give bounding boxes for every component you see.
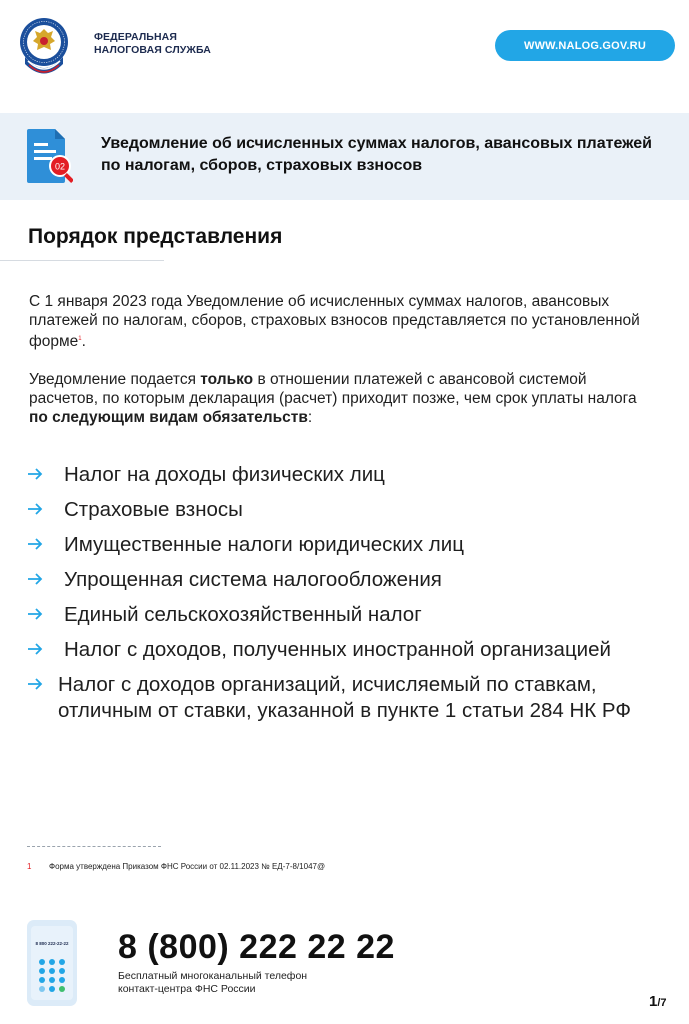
list-item xyxy=(27,462,677,488)
footnote-text: Форма утверждена Приказом ФНС России от 02.11.2023 № ЕД-7-8/1047@ xyxy=(49,862,326,871)
arrow-right-icon xyxy=(27,501,43,517)
page-total: /7 xyxy=(657,997,667,1009)
list-item-text: Упрощенная система налогообложения xyxy=(64,568,442,591)
arrow-right-icon xyxy=(27,676,43,692)
condition-paragraph xyxy=(29,370,659,427)
section-divider xyxy=(0,260,164,261)
icon-badge-number: 02 xyxy=(54,161,66,172)
list-item-text: Налог на доходы физических лиц xyxy=(64,463,385,486)
list-item xyxy=(27,602,677,628)
org-name-line1: ФЕДЕРАЛЬНАЯ xyxy=(94,31,177,43)
obligations-list xyxy=(27,462,677,733)
hotline-phone-number[interactable]: 8 (800) 222 22 22 xyxy=(118,928,395,966)
condition-emphasis-types: по следующим видам обязательств xyxy=(29,409,308,426)
list-item xyxy=(27,497,677,523)
list-item xyxy=(27,567,677,593)
condition-text-2: в отношении платежей с авансовой системой расчетов, по которым декларация (расчет) приходит позже, чем срок уплаты налога xyxy=(29,371,637,407)
list-item-text: Налог с доходов организаций, исчисляемый по ставкам, отличным от ставки, указанной в пункте 1 статьи 284 НК РФ xyxy=(58,673,631,722)
intro-text-end: . xyxy=(81,333,86,351)
arrow-right-icon xyxy=(27,641,43,657)
list-item-text: Единый сельскохозяйственный налог xyxy=(64,603,422,626)
arrow-right-icon xyxy=(27,606,43,622)
condition-emphasis-only: только xyxy=(200,371,254,388)
hotline-description-line1: Бесплатный многоканальный телефон xyxy=(118,970,308,982)
fns-emblem-logo xyxy=(19,17,69,77)
condition-text-1: Уведомление подается xyxy=(29,371,201,388)
section-title: Порядок представления xyxy=(28,225,283,248)
phone-keypad-icon xyxy=(27,920,77,1006)
arrow-right-icon xyxy=(27,536,43,552)
website-link-button[interactable]: WWW.NALOG.GOV.RU xyxy=(495,30,675,61)
arrow-right-icon xyxy=(27,466,43,482)
footnote-divider xyxy=(27,846,161,847)
arrow-right-icon xyxy=(27,571,43,587)
list-item-text: Налог с доходов, полученных иностранной организацией xyxy=(64,638,611,661)
list-item xyxy=(27,532,677,558)
hotline-description xyxy=(118,970,307,996)
intro-text: С 1 января 2023 года Уведомление об исчисленных суммах налогов, авансовых платежей по налогам, сборов, страховых взносов представляется по установленной форме xyxy=(29,293,640,351)
page-number xyxy=(649,993,667,1010)
list-item-text: Имущественные налоги юридических лиц xyxy=(64,533,464,556)
phone-screen-number: 8 800 222-22-22 xyxy=(35,941,69,946)
footnote-number: 1 xyxy=(27,862,32,871)
footnote-marker[interactable]: 1 xyxy=(78,336,82,342)
page-current: 1 xyxy=(649,993,658,1010)
list-item-text: Страховые взносы xyxy=(64,498,243,521)
org-name-line2: НАЛОГОВАЯ СЛУЖБА xyxy=(94,44,211,56)
hotline-description-line2: контакт-центра ФНС России xyxy=(118,983,256,995)
document-magnifier-icon xyxy=(25,127,73,187)
list-item xyxy=(27,672,677,724)
list-item xyxy=(27,637,677,663)
intro-paragraph xyxy=(29,292,659,351)
org-name xyxy=(94,31,211,57)
condition-text-3: : xyxy=(307,409,313,426)
banner-title: Уведомление об исчисленных суммах налогов, авансовых платежей по налогам, сборов, страховых взносов xyxy=(101,135,652,174)
